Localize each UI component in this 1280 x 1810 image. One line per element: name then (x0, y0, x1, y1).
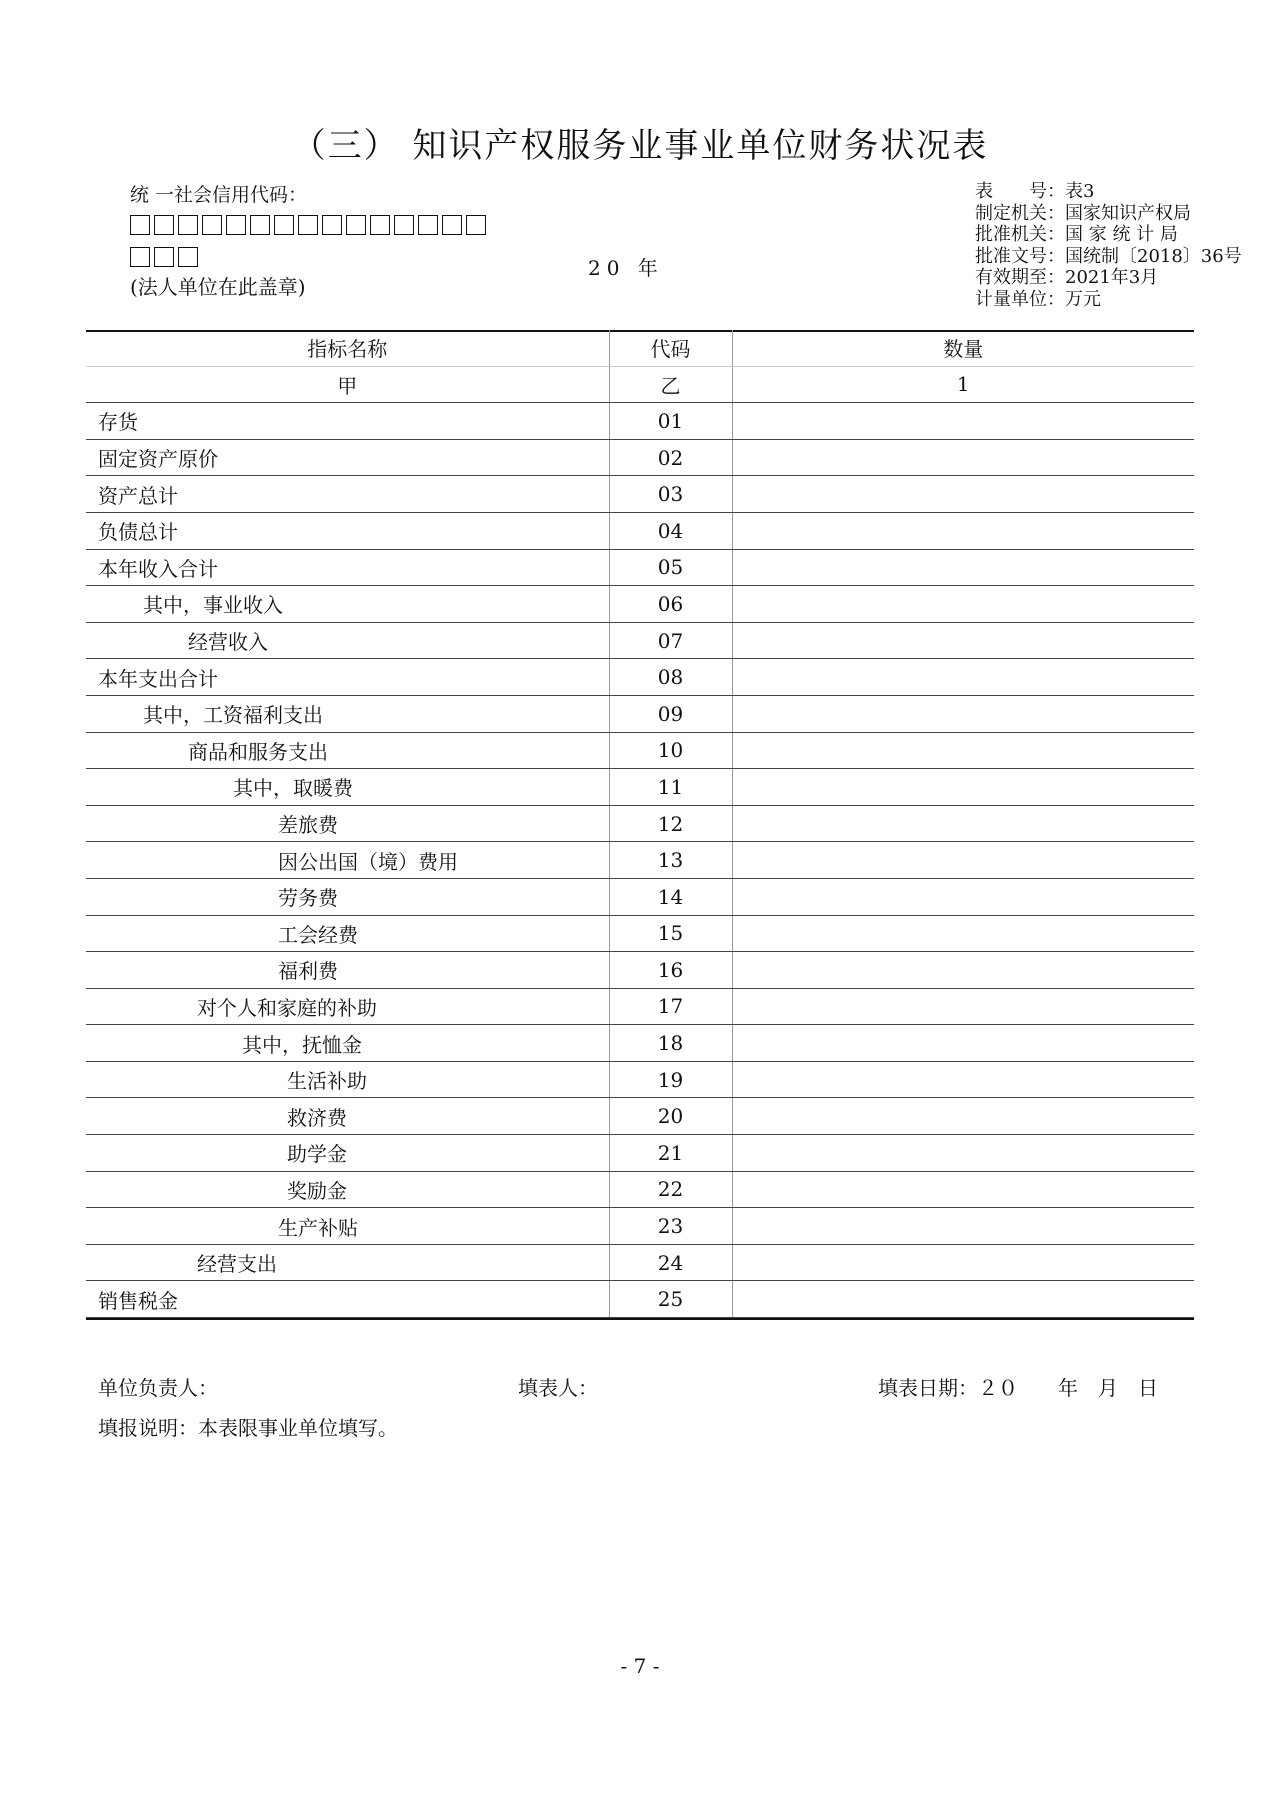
right-header-line: 批准机关：国 家 统 计 局 (975, 224, 1178, 245)
table-row (86, 586, 1194, 623)
page-number: - 7 - (620, 1654, 660, 1678)
table-row (86, 915, 1194, 952)
credit-code-boxes (130, 209, 490, 239)
table-row (86, 805, 1194, 842)
row-value-cell[interactable] (732, 1244, 1194, 1281)
row-code: 24 (609, 1244, 732, 1281)
subheader-name: 甲 (86, 366, 609, 403)
code-box[interactable] (154, 215, 174, 235)
footer (98, 1372, 1188, 1441)
row-label: 经营收入 (86, 622, 609, 659)
code-box[interactable] (322, 215, 342, 235)
row-code: 18 (609, 1025, 732, 1062)
row-label: 助学金 (86, 1135, 609, 1172)
row-value-cell[interactable] (732, 842, 1194, 879)
row-value-cell[interactable] (732, 915, 1194, 952)
fill-note: 填报说明：本表限事业单位填写。 (98, 1416, 398, 1440)
row-code: 17 (609, 988, 732, 1025)
row-label: 生活补助 (86, 1061, 609, 1098)
table-row (86, 1244, 1194, 1281)
row-label: 其中，工资福利支出 (86, 695, 609, 732)
row-label: 存货 (86, 403, 609, 440)
row-code: 12 (609, 805, 732, 842)
table-row (86, 512, 1194, 549)
row-code: 25 (609, 1281, 732, 1318)
row-label: 因公出国（境）费用 (86, 842, 609, 879)
code-box[interactable] (394, 215, 414, 235)
right-header-line: 表 号：表3 (975, 181, 1095, 202)
row-value-cell[interactable] (732, 695, 1194, 732)
row-value-cell[interactable] (732, 732, 1194, 769)
row-value-cell[interactable] (732, 1061, 1194, 1098)
row-value-cell[interactable] (732, 1281, 1194, 1318)
row-code: 02 (609, 439, 732, 476)
code-box[interactable] (130, 247, 150, 267)
unit-head-label: 单位负责人： (98, 1376, 218, 1400)
row-value-cell[interactable] (732, 586, 1194, 623)
left-header (130, 183, 490, 299)
row-value-cell[interactable] (732, 1171, 1194, 1208)
row-code: 20 (609, 1098, 732, 1135)
code-box[interactable] (298, 215, 318, 235)
header-value: 数量 (732, 330, 1194, 366)
row-value-cell[interactable] (732, 1098, 1194, 1135)
row-label: 对个人和家庭的补助 (86, 988, 609, 1025)
table-row (86, 439, 1194, 476)
right-header (975, 181, 1242, 310)
row-value-cell[interactable] (732, 769, 1194, 806)
row-code: 04 (609, 512, 732, 549)
year-label: 20 年 (588, 256, 664, 280)
row-code: 05 (609, 549, 732, 586)
table-row (86, 769, 1194, 806)
row-label: 资产总计 (86, 476, 609, 513)
row-label: 其中，事业收入 (86, 586, 609, 623)
code-box[interactable] (178, 247, 198, 267)
table-row (86, 1171, 1194, 1208)
code-box[interactable] (466, 215, 486, 235)
row-label: 商品和服务支出 (86, 732, 609, 769)
table-row (86, 1281, 1194, 1318)
row-value-cell[interactable] (732, 952, 1194, 989)
row-label: 销售税金 (86, 1281, 609, 1318)
row-label: 奖励金 (86, 1171, 609, 1208)
fill-date-label: 填表日期：２０ 年 月 日 (878, 1376, 1158, 1400)
filler-label: 填表人： (518, 1376, 598, 1400)
row-value-cell[interactable] (732, 1208, 1194, 1245)
table-subheader-row (86, 366, 1194, 403)
code-box[interactable] (130, 215, 150, 235)
row-label: 其中，抚恤金 (86, 1025, 609, 1062)
code-box[interactable] (370, 215, 390, 235)
table-row (86, 1098, 1194, 1135)
right-header-line: 计量单位：万元 (975, 288, 1101, 310)
row-code: 07 (609, 622, 732, 659)
table-bottom-rule (86, 1318, 1194, 1320)
table-row (86, 476, 1194, 513)
row-value-cell[interactable] (732, 1135, 1194, 1172)
table-row (86, 878, 1194, 915)
row-code: 14 (609, 878, 732, 915)
row-code: 09 (609, 695, 732, 732)
row-code: 01 (609, 403, 732, 440)
table-row (86, 549, 1194, 586)
code-box[interactable] (418, 215, 438, 235)
seal-note: (法人单位在此盖章) (130, 275, 306, 299)
row-code: 23 (609, 1208, 732, 1245)
row-label: 劳务费 (86, 878, 609, 915)
row-code: 21 (609, 1135, 732, 1172)
table-row (86, 1061, 1194, 1098)
row-label: 负债总计 (86, 512, 609, 549)
table-row (86, 403, 1194, 440)
row-value-cell[interactable] (732, 439, 1194, 476)
row-code: 15 (609, 915, 732, 952)
row-value-cell[interactable] (732, 988, 1194, 1025)
credit-code-boxes-row2 (130, 241, 490, 271)
row-value-cell[interactable] (732, 512, 1194, 549)
row-label: 本年收入合计 (86, 549, 609, 586)
row-label: 工会经费 (86, 915, 609, 952)
table-row (86, 952, 1194, 989)
table-header-row (86, 330, 1194, 366)
row-value-cell[interactable] (732, 622, 1194, 659)
right-header-line: 批准文号：国统制〔2018〕36号 (975, 245, 1242, 267)
table-row (86, 659, 1194, 696)
row-code: 11 (609, 769, 732, 806)
code-box[interactable] (442, 215, 462, 235)
table-row (86, 732, 1194, 769)
code-box[interactable] (178, 215, 198, 235)
row-value-cell[interactable] (732, 878, 1194, 915)
table-row (86, 988, 1194, 1025)
row-value-cell[interactable] (732, 549, 1194, 586)
row-code: 06 (609, 586, 732, 623)
row-value-cell[interactable] (732, 1025, 1194, 1062)
row-value-cell[interactable] (732, 476, 1194, 513)
signature-line (98, 1372, 1188, 1402)
row-code: 03 (609, 476, 732, 513)
header-code: 代码 (609, 330, 732, 366)
code-box[interactable] (202, 215, 222, 235)
code-box[interactable] (226, 215, 246, 235)
row-value-cell[interactable] (732, 659, 1194, 696)
table-row (86, 622, 1194, 659)
page-title: （三） 知识产权服务业事业单位财务状况表 (291, 126, 989, 166)
header-name: 指标名称 (86, 330, 609, 366)
table-row (86, 1135, 1194, 1172)
table-row (86, 842, 1194, 879)
row-label: 生产补贴 (86, 1208, 609, 1245)
row-value-cell[interactable] (732, 403, 1194, 440)
code-box[interactable] (274, 215, 294, 235)
row-code: 16 (609, 952, 732, 989)
code-box[interactable] (154, 247, 174, 267)
row-label: 其中，取暖费 (86, 769, 609, 806)
row-label: 福利费 (86, 952, 609, 989)
row-code: 22 (609, 1171, 732, 1208)
row-label: 本年支出合计 (86, 659, 609, 696)
row-code: 19 (609, 1061, 732, 1098)
right-header-line: 制定机关：国家知识产权局 (975, 202, 1191, 224)
subheader-value: 1 (732, 366, 1194, 403)
table-row (86, 1208, 1194, 1245)
finance-table (86, 330, 1194, 1318)
credit-code-label: 统 一社会信用代码： (130, 184, 308, 206)
row-code: 10 (609, 732, 732, 769)
row-code: 13 (609, 842, 732, 879)
code-box[interactable] (250, 215, 270, 235)
row-label: 差旅费 (86, 805, 609, 842)
row-label: 固定资产原价 (86, 439, 609, 476)
table-row (86, 695, 1194, 732)
row-label: 救济费 (86, 1098, 609, 1135)
right-header-line: 有效期至：2021年3月 (975, 267, 1159, 288)
row-code: 08 (609, 659, 732, 696)
table-row (86, 1025, 1194, 1062)
row-label: 经营支出 (86, 1244, 609, 1281)
subheader-code: 乙 (609, 366, 732, 403)
code-box[interactable] (346, 215, 366, 235)
row-value-cell[interactable] (732, 805, 1194, 842)
